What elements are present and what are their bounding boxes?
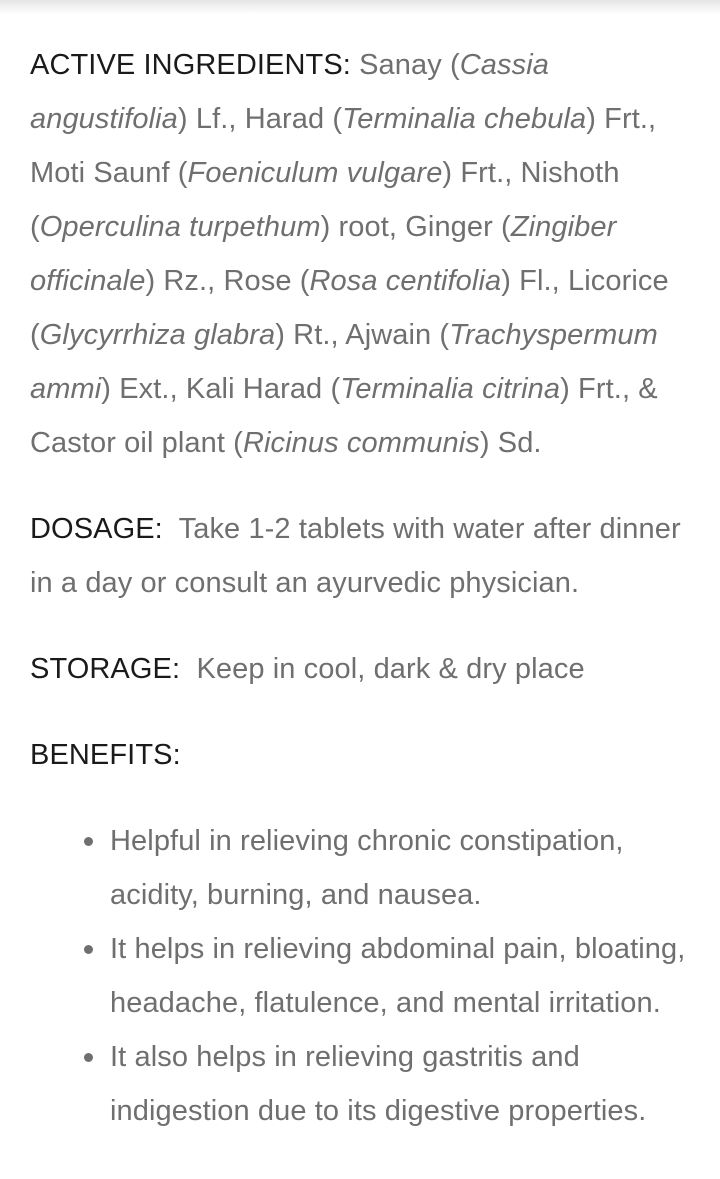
ingredient-text: ) Frt., Nishoth ( [30, 157, 620, 243]
botanical-name: Terminalia chebula [342, 103, 587, 135]
ingredient-text: ) Sd. [479, 427, 542, 459]
ingredients-label: ACTIVE INGREDIENTS: [30, 49, 351, 81]
botanical-name: Operculina turpethum [39, 211, 321, 243]
storage-label: STORAGE: [30, 653, 181, 685]
list-item [110, 922, 705, 1030]
header-shadow [0, 0, 720, 14]
botanical-name: Foeniculum vulgare [187, 157, 443, 189]
storage-section [30, 642, 705, 696]
benefits-label: BENEFITS: [30, 739, 181, 771]
botanical-name: Zingiber officinale [30, 211, 617, 297]
botanical-name: Terminalia citrina [340, 373, 561, 405]
dosage-text: Take 1-2 tablets with water after dinner in a day or consult an ayurvedic physician. [30, 513, 689, 599]
botanical-name: Rosa centifolia [309, 265, 502, 297]
dosage-label: DOSAGE: [30, 513, 163, 545]
ingredient-text: ) Ext., Kali Harad ( [101, 373, 341, 405]
list-item [110, 1030, 705, 1138]
list-item [110, 814, 705, 922]
botanical-name: Glycyrrhiza glabra [39, 319, 276, 351]
ingredient-text: ) Frt., & Castor oil plant ( [30, 373, 658, 459]
ingredient-text: ) root, Ginger ( [320, 211, 511, 243]
bullet-icon [84, 945, 93, 954]
product-description [30, 38, 705, 1138]
benefit-text: It also helps in relieving gastritis and indigestion due to its digestive properties. [110, 1041, 647, 1127]
benefit-text: It helps in relieving abdominal pain, bloating, headache, flatulence, and mental irritation. [110, 933, 686, 1019]
storage-text: Keep in cool, dark & dry place [180, 653, 585, 685]
benefits-list [30, 814, 705, 1138]
botanical-name: Cassia angustifolia [30, 49, 550, 135]
ingredient-text: ) Rz., Rose ( [145, 265, 310, 297]
botanical-name: Ricinus communis [242, 427, 480, 459]
ingredient-text: Sanay ( [350, 49, 460, 81]
dosage-section [30, 502, 705, 610]
bullet-icon [84, 837, 93, 846]
ingredient-text: ) Lf., Harad ( [177, 103, 343, 135]
bullet-icon [84, 1053, 93, 1062]
ingredient-text: ) Fl., Licorice ( [30, 265, 669, 351]
benefit-text: Helpful in relieving chronic constipation, acidity, burning, and nausea. [110, 825, 624, 911]
ingredients-text [30, 49, 669, 459]
ingredient-text: ) Rt., Ajwain ( [275, 319, 450, 351]
ingredient-text: ) Frt., Moti Saunf ( [30, 103, 657, 189]
ingredients-section [30, 38, 705, 470]
botanical-name: Trachyspermum ammi [30, 319, 658, 405]
benefits-section [30, 728, 705, 782]
